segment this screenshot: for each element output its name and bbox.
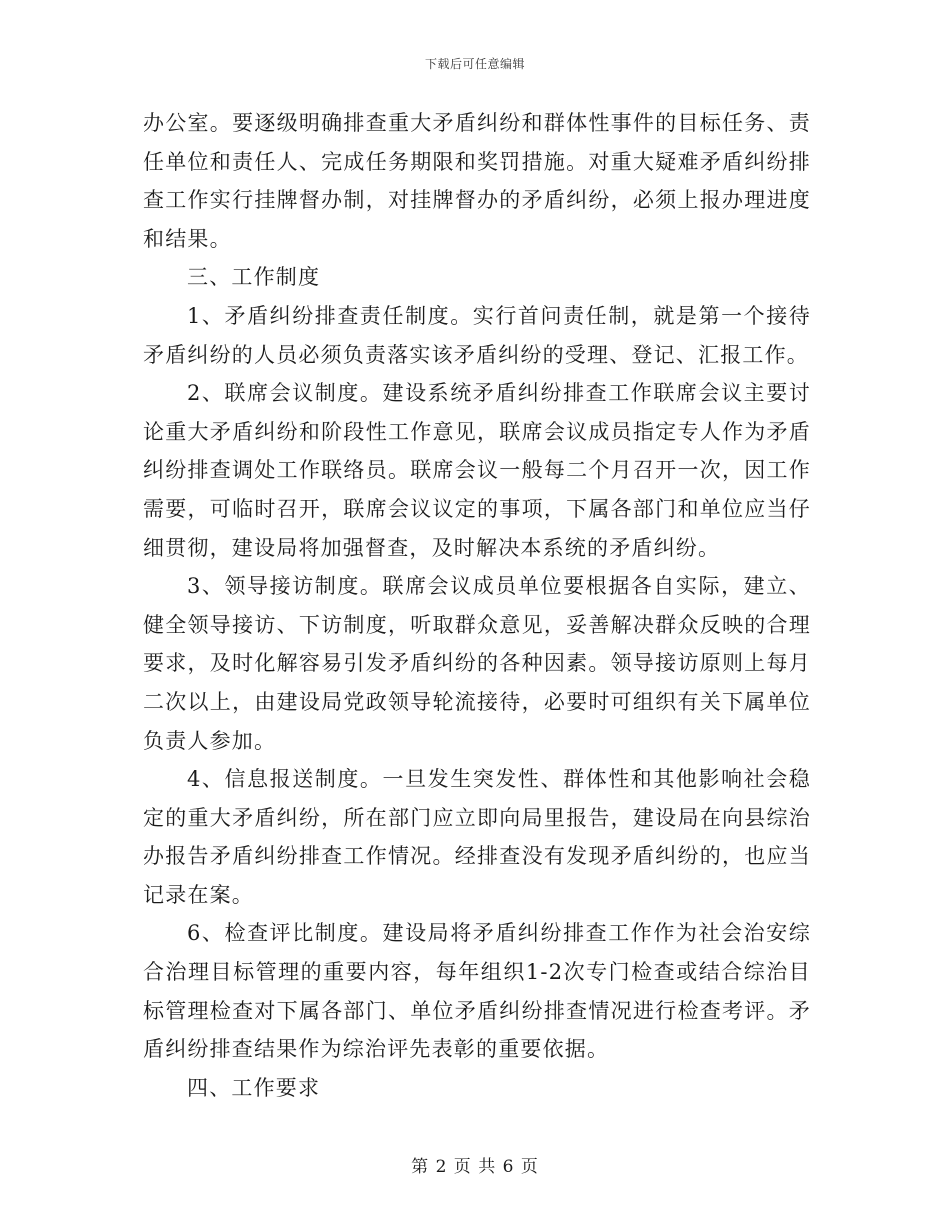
paragraph-responsibility-system: 1、矛盾纠纷排查责任制度。实行首问责任制，就是第一个接待矛盾纠纷的人员必须负责落实该矛盾纠纷的受理、登记、汇报工作。 [143,303,811,367]
paragraph-joint-meeting-system: 2、联席会议制度。建设系统矛盾纠纷排查工作联席会议主要讨论重大矛盾纠纷和阶段性工作意见，联席会议成员指定专人作为矛盾纠纷排查调处工作联络员。联席会议一般每二个月召开一次，因工作需要，可临时召开，联席会议议定的事项，下属各部门和单位应当仔细贯彻，建设局将加强督查，及时解决本系统的矛盾纠纷。 [143,381,811,560]
document-body [143,104,811,1107]
section-heading-work-system: 三、工作制度 [187,265,321,290]
paragraph-continuation: 办公室。要逐级明确排查重大矛盾纠纷和群体性事件的目标任务、责任单位和责任人、完成任务期限和奖罚措施。对重大疑难矛盾纠纷排查工作实行挂牌督办制，对挂牌督办的矛盾纠纷，必须上报办理进度和结果。 [143,111,811,251]
header-note: 下载后可任意编辑 [424,57,525,71]
paragraph-leader-reception-system: 3、领导接访制度。联席会议成员单位要根据各自实际，建立、健全领导接访、下访制度，听取群众意见，妥善解决群众反映的合理要求，及时化解容易引发矛盾纠纷的各种因素。领导接访原则上每月二次以上，由建设局党政领导轮流接待，必要时可组织有关下属单位负责人参加。 [143,574,811,753]
page-number-footer: 第 2 页 共 6 页 [411,1157,539,1177]
paragraph-inspection-evaluation-system: 6、检查评比制度。建设局将矛盾纠纷排查工作作为社会治安综合治理目标管理的重要内容，每年组织1-2次专门检查或结合综治目标管理检查对下属各部门、单位矛盾纠纷排查情况进行检查考评。矛盾纠纷排查结果作为综治评先表彰的重要依据。 [143,921,811,1062]
section-heading-work-requirements: 四、工作要求 [187,1075,321,1100]
paragraph-information-reporting-system: 4、信息报送制度。一旦发生突发性、群体性和其他影响社会稳定的重大矛盾纠纷，所在部门应立即向局里报告，建设局在向县综治办报告矛盾纠纷排查工作情况。经排查没有发现矛盾纠纷的，也应当记录在案。 [143,767,811,907]
